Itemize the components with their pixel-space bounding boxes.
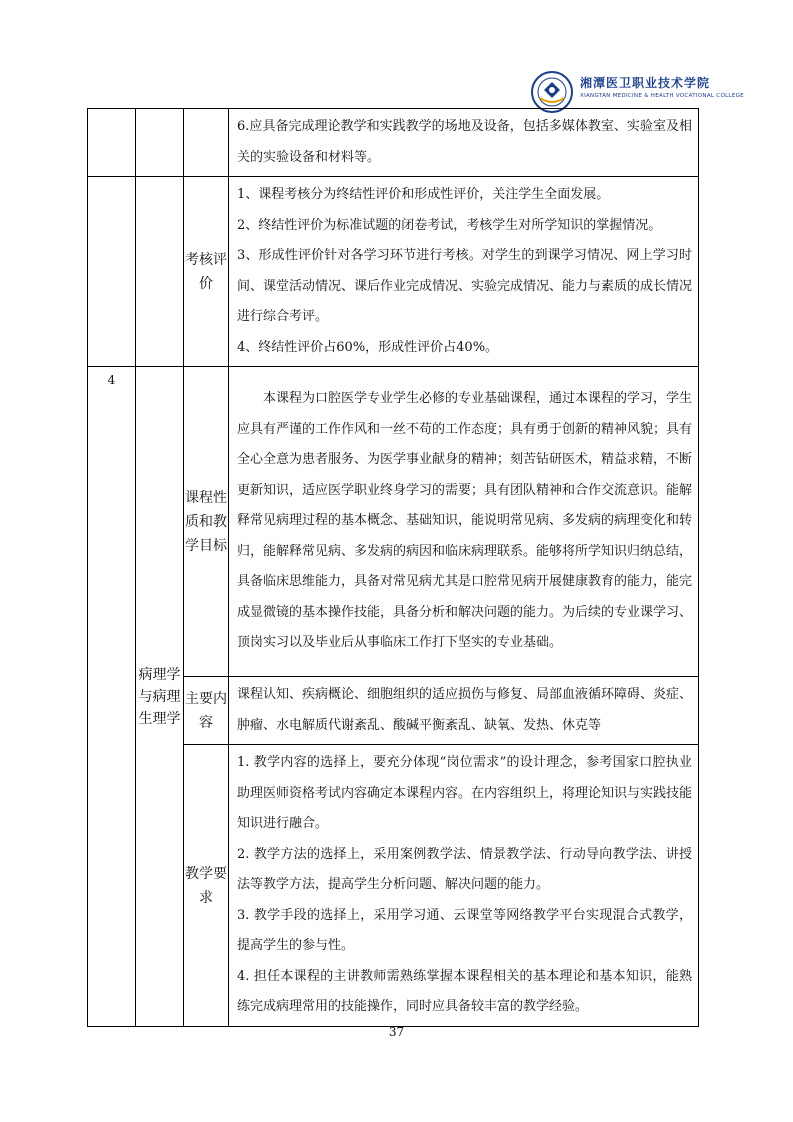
objective-label: 课程性质和教学目标 <box>184 367 229 677</box>
requirement-label: 教学要求 <box>184 745 229 1027</box>
table-row <box>88 109 699 177</box>
list-item: 2. 教学方法的选择上，采用案例教学法、情景教学法、行动导向教学法、讲授法等教学方法，提高学生分析问题、解决问题的能力。 <box>237 846 692 893</box>
assessment-label: 考核评价 <box>184 177 229 367</box>
assessment-content <box>229 177 699 367</box>
label-cell <box>184 109 229 177</box>
list-item: 2、终结性评价为标准试题的闭卷考试，考核学生对所学知识的掌握情况。 <box>237 217 662 233</box>
requirement-content <box>229 745 699 1027</box>
logo-text: 湘潭医卫职业技术学院 <box>580 76 711 90</box>
logo-subtitle: XIANGTAN MEDICINE & HEALTH VOCATIONAL COLLEGE <box>580 93 744 99</box>
name-cell <box>136 109 184 177</box>
name-cell <box>136 177 184 367</box>
table-row <box>88 367 699 677</box>
objective-content: 本课程为口腔医学专业学生必修的专业基础课程，通过本课程的学习，学生应具有严谨的工作作风和一丝不苟的工作态度；具有勇于创新的精神风貌；具有全心全意为患者服务、为医学事业献身的精神；刻苦钻研医术，精益求精，不断更新知识，适应医学职业终身学习的需要；具有团队精神和合作交流意识。能解释常见病理过程的基本概念、基础知识，能说明常见病、多发病的病理变化和转归，能解释常见病、多发病的病因和临床病理联系。能够将所学知识归纳总结，具备临床思维能力，具备对常见病尤其是口腔常见病开展健康教育的能力，能完成显微镜的基本操作技能，具备分析和解决问题的能力。为后续的专业课学习、顶岗实习以及毕业后从事临床工作打下坚实的专业基础。 <box>229 367 699 677</box>
index-cell <box>88 109 136 177</box>
index-cell <box>88 177 136 367</box>
course-name: 病理学与病理生理学 <box>136 367 184 1027</box>
list-item: 1. 教学内容的选择上，要充分体现“岗位需求”的设计理念，参考国家口腔执业助理医师资格考试内容确定本课程内容。在内容组织上，将理论知识与实践技能知识进行融合。 <box>237 755 693 832</box>
course-index: 4 <box>88 367 136 1027</box>
page-number: 37 <box>388 1025 405 1039</box>
list-item: 4、终结性评价占60%，形成性评价占40%。 <box>237 339 499 355</box>
list-item: 3、形成性评价针对各学习环节进行考核。对学生的到课学习情况、网上学习时间、课堂活动情况、课后作业完成情况、实验完成情况、能力与素质的成长情况进行综合考评。 <box>237 248 693 324</box>
list-item: 1、课程考核分为终结性评价和形成性评价，关注学生全面发展。 <box>237 187 610 202</box>
content-label: 主要内容 <box>184 677 229 745</box>
list-item: 4. 担任本课程的主讲教师需熟练掌握本课程相关的基本理论和基本知识，能熟练完成病理常用的技能操作，同时应具备较丰富的教学经验。 <box>237 968 692 1015</box>
main-content: 课程认知、疾病概论、细胞组织的适应损伤与修复、局部血液循环障碍、炎症、肿瘤、水电解质代谢紊乱、酸碱平衡紊乱、缺氧、发热、休克等 <box>229 677 699 745</box>
facility-requirement: 6.应具备完成理论教学和实践教学的场地及设备，包括多媒体教室、实验室及相关的实验设备和材料等。 <box>229 109 699 177</box>
course-table <box>87 108 699 1027</box>
list-item: 3. 教学手段的选择上，采用学习通、云课堂等网络教学平台实现混合式教学，提高学生的参与性。 <box>237 907 692 954</box>
table-row <box>88 177 699 367</box>
